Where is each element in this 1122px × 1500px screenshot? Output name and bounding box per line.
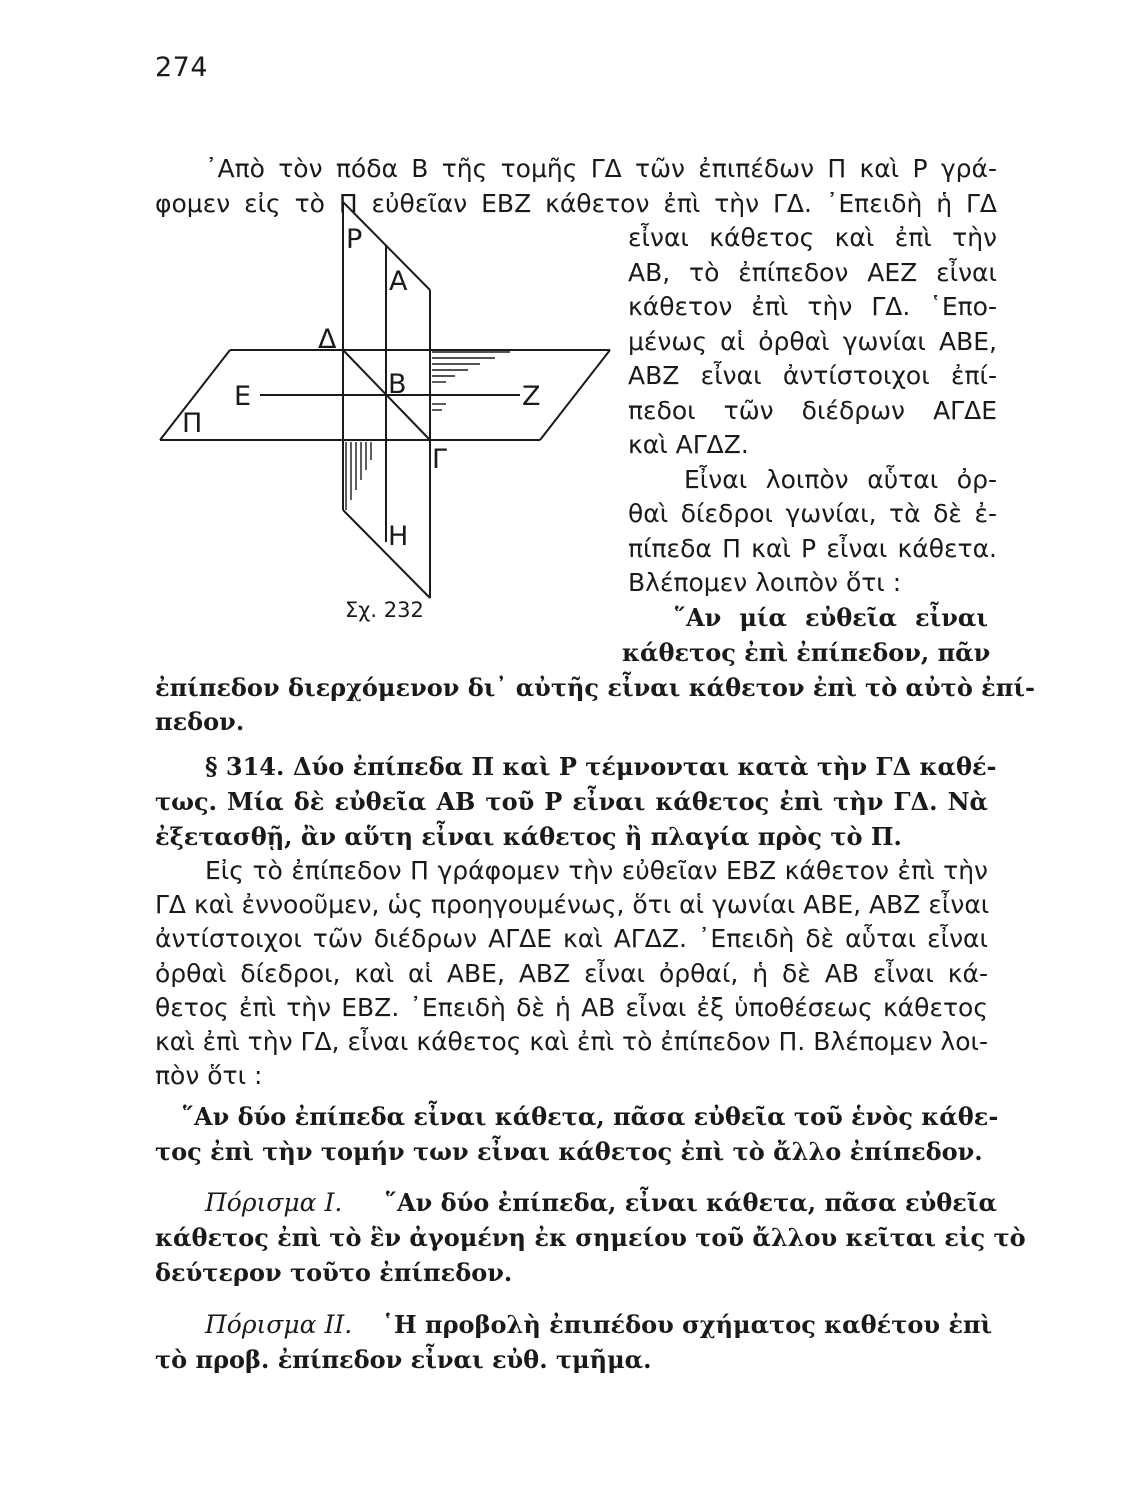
section-314-line-1: Δύο ἐπίπεδα Π καὶ Ρ τέμνονται κατὰ τὴν ΓΔ καθέ- — [293, 752, 997, 781]
plane-pi-right-edge — [540, 350, 610, 440]
para1-line-3: εἶναι κάθετος καὶ ἐπὶ τὴν — [628, 223, 997, 252]
corollary-1-line-3: δεύτερον τοῦτο ἐπίπεδον. — [155, 1258, 513, 1287]
para1-line-5: κάθετον ἐπὶ τὴν ΓΔ. ῾Επο- — [628, 292, 997, 321]
para1-line-13: Βλέπομεν λοιπὸν ὅτι : — [628, 568, 902, 597]
theorem1-line-2: κάθετος ἐπὶ ἐπίπεδον, πᾶν — [622, 638, 991, 667]
corollary-1-line-1: ῞Αν δύο ἐπίπεδα, εἶναι κάθετα, πᾶσα εὐθεῖα — [385, 1188, 997, 1217]
figure-232 — [150, 190, 630, 630]
corollary-2-line-1: ῾Η προβολὴ ἐπιπέδου σχήματος καθέτου ἐπὶ — [382, 1310, 993, 1339]
para2-line-3: ἀντίστοιχοι τῶν διέδρων ΑΓΔΕ καὶ ΑΓΔΖ. ᾽Επειδὴ δὲ αὗται εἶναι — [155, 924, 988, 953]
label-d: Δ — [318, 324, 337, 355]
corollary-1-line-2: κάθετος ἐπὶ τὸ ἓν ἀγομένη ἐκ σημείου τοῦ ἄλλου κεῖται εἰς τὸ — [155, 1223, 1026, 1252]
para1-line-7: ΑΒΖ εἶναι ἀντίστοιχοι ἐπί- — [628, 361, 997, 390]
theorem1-line-3: ἐπίπεδον διερχόμενον δι᾽ αὐτῆς εἶναι κάθετον ἐπὶ τὸ αὐτὸ ἐπί- — [155, 673, 1035, 702]
para1-line-12: πίπεδα Π καὶ Ρ εἶναι κάθετα. — [628, 534, 997, 563]
corollary-1-label: Πόρισμα Ι. — [205, 1188, 343, 1217]
para1-line-8: πεδοι τῶν διέδρων ΑΓΔΕ — [628, 396, 997, 425]
label-pi: Π — [182, 408, 203, 439]
corollary-2-line-2: τὸ προβ. ἐπίπεδον εἶναι εὐθ. τμῆμα. — [155, 1345, 652, 1374]
section-314-line-2: τως. Μία δὲ εὐθεῖα ΑΒ τοῦ Ρ εἶναι κάθετος ἐπὶ τὴν ΓΔ. Νὰ — [155, 787, 988, 816]
para1-line-9: καὶ ΑΓΔΖ. — [628, 430, 749, 459]
label-e: Ε — [234, 381, 252, 412]
para2-line-5: θετος ἐπὶ τὴν ΕΒΖ. ᾽Επειδὴ δὲ ἡ ΑΒ εἶναι ἐξ ὑποθέσεως κάθετος — [155, 993, 988, 1022]
para1-line-1: ᾽Απὸ τὸν πόδα Β τῆς τομῆς ΓΔ τῶν ἐπιπέδων Π καὶ Ρ γρά- — [205, 154, 997, 183]
para2-line-4: ὀρθαὶ δίεδροι, καὶ αἱ ΑΒΕ, ΑΒΖ εἶναι ὀρθαί, ἡ δὲ ΑΒ εἶναι κά- — [155, 959, 988, 988]
para1-line-6: μένως αἱ ὀρθαὶ γωνίαι ΑΒΕ, — [628, 327, 997, 356]
theorem2-line-2: τος ἐπὶ τὴν τομήν των εἶναι κάθετος ἐπὶ τὸ ἄλλο ἐπίπεδον. — [155, 1137, 983, 1166]
label-z: Ζ — [522, 381, 541, 412]
para2-line-1: Εἰς τὸ ἐπίπεδον Π γράφομεν τὴν εὐθεῖαν ΕΒΖ κάθετον ἐπὶ τὴν — [205, 856, 988, 885]
hatching-upper — [432, 352, 510, 410]
para1-line-2: φομεν εἰς τὸ Π εὐθεῖαν ΕΒΖ κάθετον ἐπὶ τὴν ΓΔ. ᾽Επειδὴ ἡ ΓΔ — [155, 189, 997, 218]
para1-line-4: ΑΒ, τὸ ἐπίπεδον ΑΕΖ εἶναι — [628, 258, 997, 287]
para1-line-10: Εἶναι λοιπὸν αὗται ὀρ- — [684, 465, 997, 494]
label-p: Ρ — [346, 224, 363, 255]
para1-line-11: θαὶ δίεδροι γωνίαι, τὰ δὲ ἐ- — [628, 499, 997, 528]
label-g: Γ — [432, 444, 448, 475]
hatching-lower — [346, 442, 371, 510]
para2-line-6: καὶ ἐπὶ τὴν ΓΔ, εἶναι κάθετος καὶ ἐπὶ τὸ ἐπίπεδον Π. Βλέπομεν λοι- — [155, 1027, 988, 1056]
label-h: Η — [388, 521, 409, 552]
para2-line-2: ΓΔ καὶ ἐννοοῦμεν, ὡς προηγουμένως, ὅτι αἱ γωνίαι ΑΒΕ, ΑΒΖ εἶναι — [155, 890, 990, 919]
theorem1-line-1: ῞Αν μία εὐθεῖα εἶναι — [674, 603, 988, 632]
para2-line-7: πὸν ὅτι : — [155, 1061, 263, 1090]
label-a: Α — [389, 266, 408, 297]
section-314-line-3: ἐξετασθῇ, ἂν αὕτη εἶναι κάθετος ἢ πλαγία πρὸς τὸ Π. — [155, 822, 902, 851]
corollary-2-label: Πόρισμα ΙΙ. — [205, 1310, 353, 1339]
perpendicular-planes-diagram — [150, 190, 630, 630]
figure-caption: Σχ. 232 — [345, 598, 424, 622]
theorem1-line-4: πεδον. — [155, 707, 245, 736]
label-b: Β — [388, 369, 407, 400]
section-314-number: § 314. — [205, 752, 285, 781]
page-number: 274 — [155, 52, 209, 83]
theorem2-line-1: ῞Αν δύο ἐπίπεδα εἶναι κάθετα, πᾶσα εὐθεῖα τοῦ ἑνὸς κάθε- — [182, 1102, 999, 1131]
